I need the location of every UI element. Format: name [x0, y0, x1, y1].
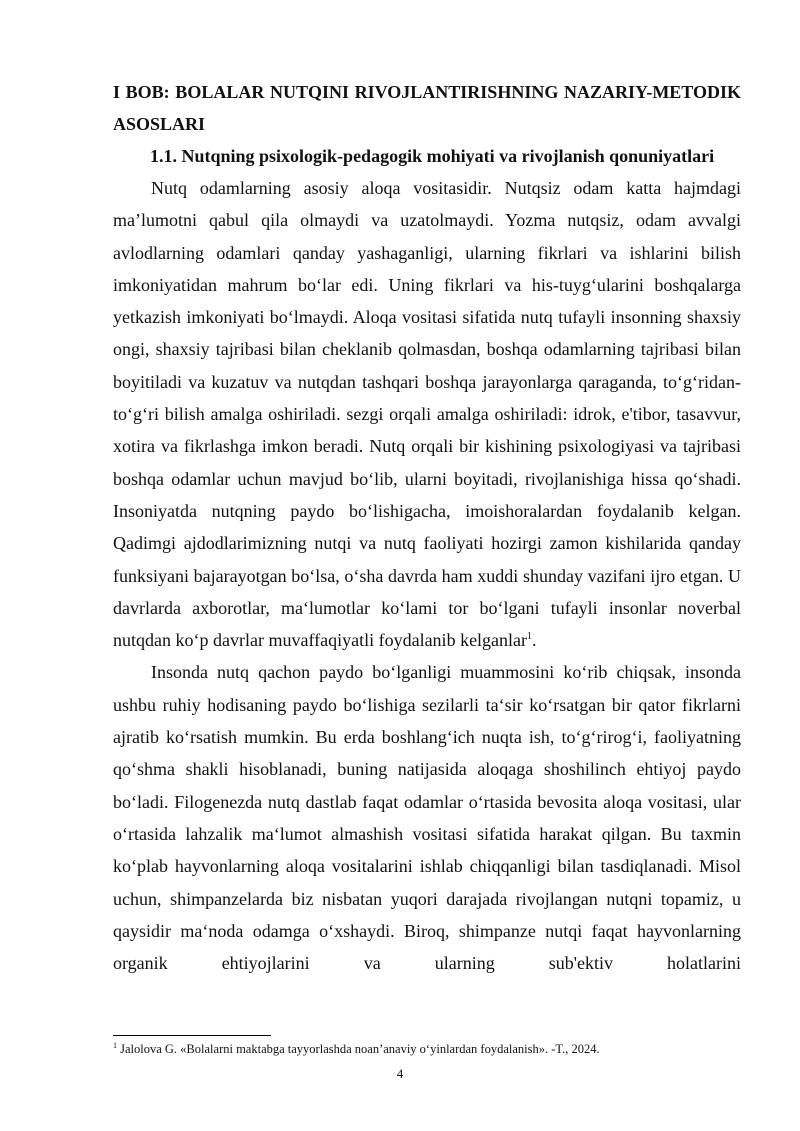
paragraph-1-end: .	[532, 630, 537, 651]
section-title: 1.1. Nutqning psixologik-pedagogik mohiyati va rivojlanish qonuniyatlari	[150, 146, 715, 166]
chapter-title: I BOB: BOLALAR NUTQINI RIVOJLANTIRISHNING NAZARIY-METODIK ASOSLARI	[113, 82, 741, 134]
paragraph-2: Insonda nutq qachon paydo boʻlganligi muammosini koʻrib chiqsak, insonda ushbu ruhiy hodisaning paydo boʻlishiga sezilarli taʻsir koʻrsatgan bir qator fikrlarni ajratib koʻrsatish mumkin. Bu erda boshlangʻich nuqta ish, toʻgʻrirogʻi, faoliyatning qoʻshma shakli hisoblanadi, buning natijasida aloqaga shoshilinch ehtiyoj paydo boʻladi. Filogenezda nutq dastlab faqat odamlar oʻrtasida bevosita aloqa vositasi, ular oʻrtasida lahzalik maʻlumot almashish vositasi sifatida harakat qilgan. Bu taxmin koʻplab hayvonlarning aloqa vositalarini ishlab chiqqanligi bilan tasdiqlanadi. Misol uchun, shimpanzelarda biz nisbatan yuqori darajada rivojlangan nutqni topamiz, u qaysidir maʻnoda odamga oʻxshaydi. Biroq, shimpanze nutqi faqat hayvonlarning organik ehtiyojlarini va ularning sub'ektiv holatlarini	[113, 662, 741, 974]
paragraph-1-text: Nutq odamlarning asosiy aloqa vositasidir. Nutqsiz odam katta hajmdagi ma’lumotni qabul qila olmaydi va uzatolmaydi. Yozma nutqsiz, odam avvalgi avlodlarning odamlari qanday yashaganligi, ularning fikrlari va ishlarini bilish imkoniyatidan mahrum boʻlar edi. Uning fikrlari va his-tuygʻularini boshqalarga yetkazish imkoniyati boʻlmaydi. Aloqa vositasi sifatida nutq tufayli insonning shaxsiy ongi, shaxsiy tajribasi bilan cheklanib qolmasdan, boshqa odamlarning tajribasi bilan boyitiladi va kuzatuv va nutqdan tashqari boshqa jarayonlarga qaraganda, toʻgʻridan-toʻgʻri bilish amalga oshiriladi. sezgi orqali amalga oshiriladi: idrok, e'tibor, tasavvur, xotira va fikrlashga imkon beradi. Nutq orqali bir kishining psixologiyasi va tajribasi boshqa odamlar uchun mavjud boʻlib, ularni boyitadi, rivojlanishiga hissa qoʻshadi. Insoniyatda nutqning paydo boʻlishigacha, imoishoralardan foydalanib kelgan. Qadimgi ajdodlarimizning nutqi va nutq faoliyati hozirgi zamon kishilarida qanday funksiyani bajarayotgan boʻlsa, oʻsha davrda ham xuddi shunday vazifani ijro etgan. U davrlarda axborotlar, maʻlumotlar koʻlami tor boʻlgani tufayli insonlar noverbal nutqdan koʻp davrlar muvaffaqiyatli foydalanib kelganlar	[113, 178, 741, 651]
footnote-text: Jalolova G. «Bolalarni maktabga tayyorlashda noan’anaviy oʻyinlardan foydalanish». -T., 2024.	[117, 1042, 600, 1056]
footnote-divider	[113, 1035, 271, 1036]
body-text	[113, 172, 741, 979]
paragraph-1	[113, 172, 741, 656]
footnote-number: 1	[113, 1041, 117, 1050]
footnote	[113, 1041, 753, 1057]
page-number: 4	[396, 1066, 404, 1081]
footnote-reference: 1	[527, 631, 533, 643]
